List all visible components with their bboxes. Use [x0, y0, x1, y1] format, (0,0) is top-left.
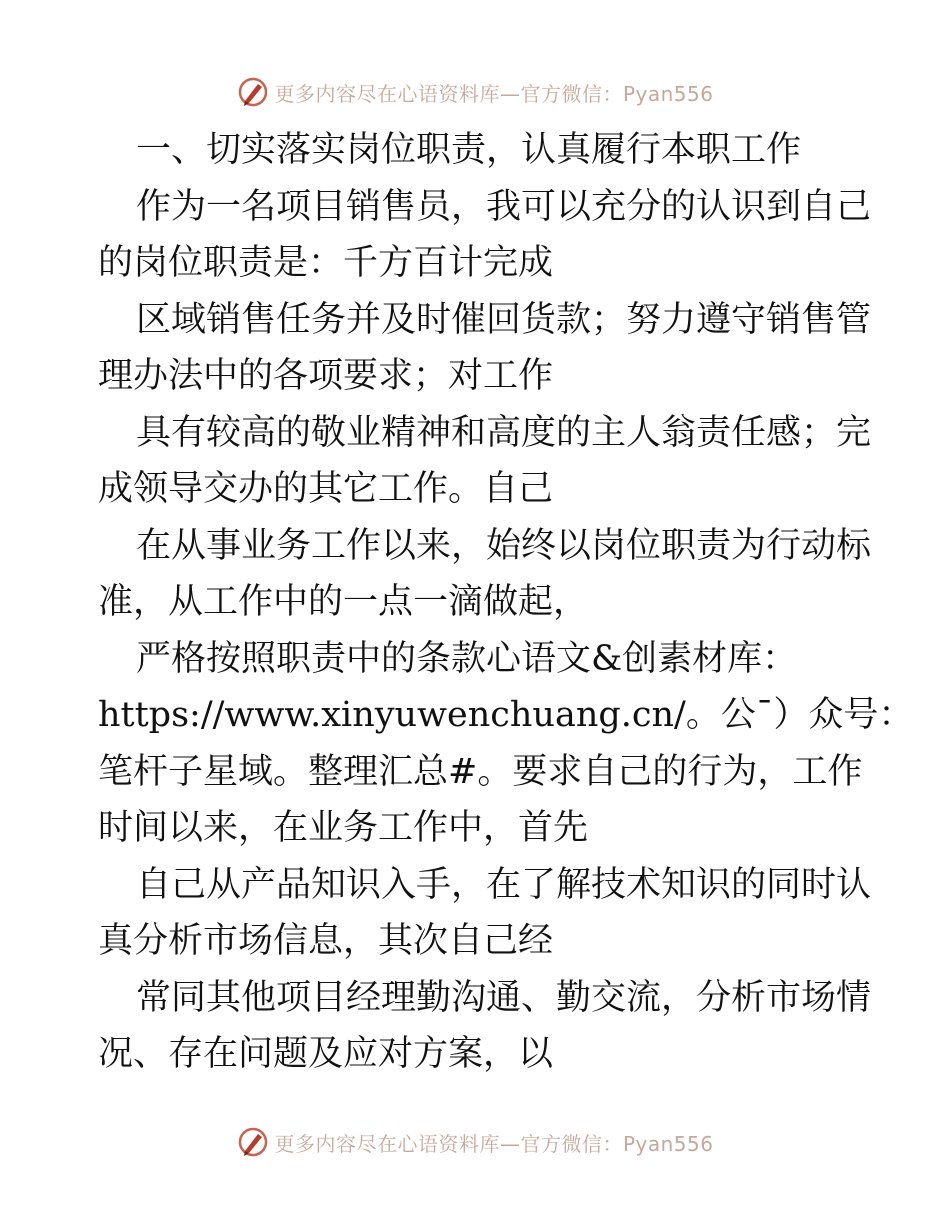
paragraph-line: 况、存在问题及应对方案，以 — [98, 1034, 554, 1074]
paragraph-line: 作为一名项目销售员，我可以充分的认识到自己 — [136, 186, 872, 227]
paragraph-line: 的岗位职责是：千方百计完成 — [98, 243, 554, 283]
header-banner-text: 更多内容尽在心语资料库—官方微信：Pyan556 — [274, 81, 714, 106]
paragraph-line: 区域销售任务并及时催回货款；努力遵守销售管 — [136, 299, 872, 340]
paragraph-line: 理办法中的各项要求；对工作 — [98, 356, 554, 396]
paragraph-line: 具有较高的敬业精神和高度的主人翁责任感；完 — [136, 412, 872, 453]
paragraph-line: 常同其他项目经理勤沟通、勤交流，分析市场情 — [136, 977, 872, 1018]
section-heading: 一、切实落实岗位职责，认真履行本职工作 — [136, 130, 802, 170]
paragraph-line: 真分析市场信息，其次自己经 — [98, 921, 554, 961]
paragraph-line: 在从事业务工作以来，始终以岗位职责为行动标 — [136, 525, 872, 566]
paragraph-line: 时间以来，在业务工作中，首先 — [98, 808, 589, 848]
paragraph-line-url: https://www.xinyuwenchuang.cn/。公¯）众号： — [98, 695, 914, 735]
header-banner — [0, 72, 950, 112]
document-body — [98, 122, 914, 1083]
footer-banner-text: 更多内容尽在心语资料库—官方微信：Pyan556 — [274, 1131, 714, 1156]
pen-logo-icon — [236, 75, 270, 109]
paragraph-line: 严格按照职责中的条款心语文&创素材库： — [136, 638, 798, 679]
paragraph-line: 准，从工作中的一点一滴做起， — [98, 582, 589, 622]
footer-banner — [0, 1122, 950, 1162]
paragraph-line: 自己从产品知识入手，在了解技术知识的同时认 — [136, 864, 872, 905]
paragraph-line: 成领导交办的其它工作。自己 — [98, 469, 554, 509]
pen-logo-icon — [236, 1125, 270, 1159]
paragraph-line: 笔杆子星域。整理汇总#。要求自己的行为，工作 — [98, 751, 863, 792]
